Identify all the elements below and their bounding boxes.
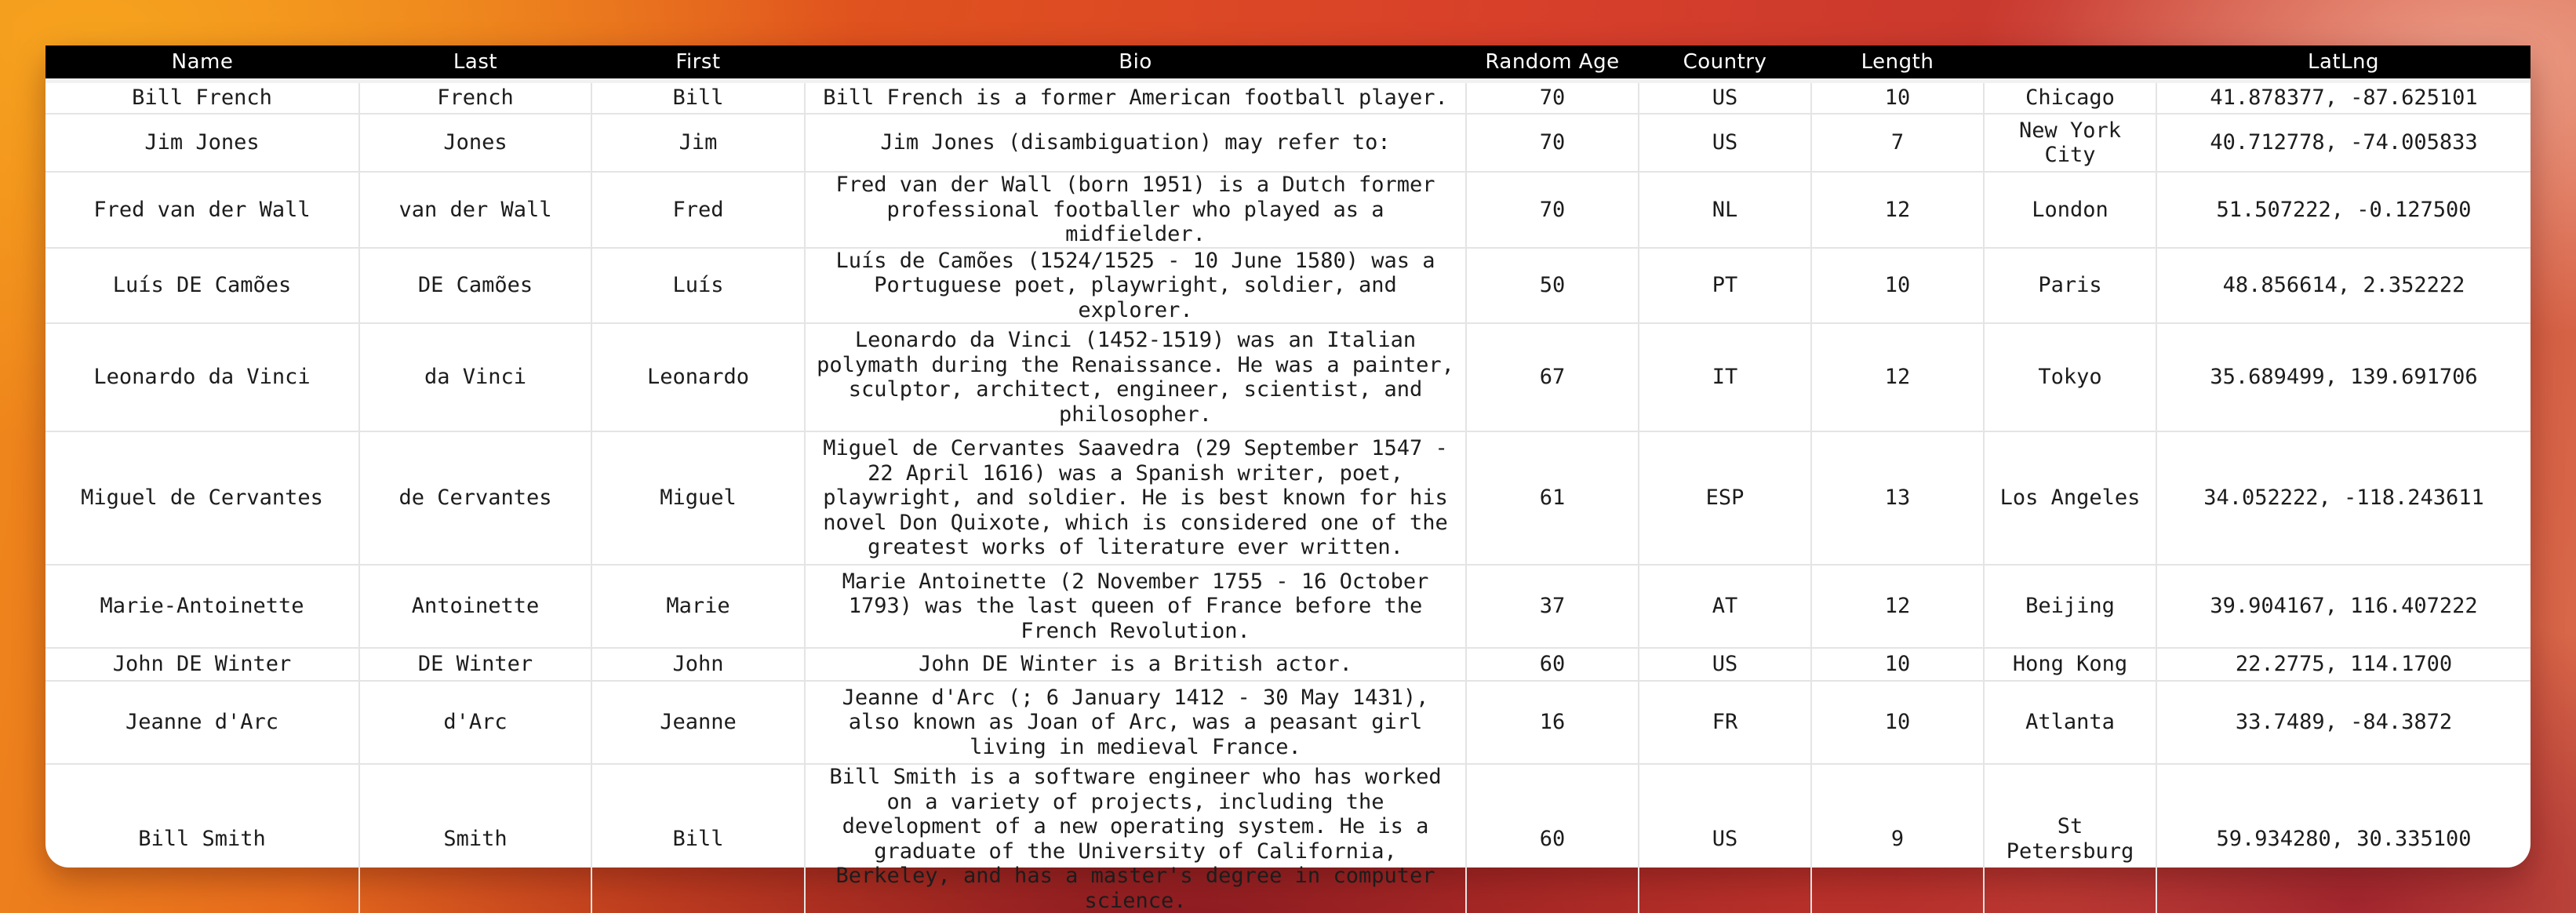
table-window bbox=[45, 45, 2531, 913]
column-header-name[interactable]: Name bbox=[45, 45, 359, 81]
cell-last: da Vinci bbox=[359, 323, 591, 431]
cell-country: US bbox=[1639, 114, 1811, 172]
cell-bio: Jeanne d'Arc (; 6 January 1412 - 30 May 1431), also known as Joan of Arc, was a peasant girl living in medieval France. bbox=[805, 681, 1466, 764]
cell-city: Atlanta bbox=[1984, 681, 2156, 764]
cell-length: 12 bbox=[1811, 323, 1984, 431]
cell-first: Jeanne bbox=[591, 681, 805, 764]
column-header-city[interactable] bbox=[1984, 45, 2156, 81]
column-header-country[interactable]: Country bbox=[1639, 45, 1811, 81]
cell-bio: Bill Smith is a software engineer who has worked on a variety of projects, including the development of a new operating system. He is a graduate of the University of California, Berkeley, and has a master's degree in computer science. bbox=[805, 764, 1466, 913]
cell-first: Jim bbox=[591, 114, 805, 172]
cell-city: Chicago bbox=[1984, 81, 2156, 114]
cell-last: French bbox=[359, 81, 591, 114]
cell-latlng: 41.878377, -87.625101 bbox=[2156, 81, 2531, 114]
column-header-length[interactable]: Length bbox=[1811, 45, 1984, 81]
cell-latlng: 48.856614, 2.352222 bbox=[2156, 248, 2531, 324]
column-header-bio[interactable]: Bio bbox=[805, 45, 1466, 81]
cell-name: Bill French bbox=[45, 81, 359, 114]
cell-random-age: 70 bbox=[1466, 172, 1639, 248]
table-row[interactable] bbox=[45, 114, 2531, 172]
table-row[interactable] bbox=[45, 248, 2531, 324]
cell-random-age: 60 bbox=[1466, 764, 1639, 913]
cell-random-age: 37 bbox=[1466, 565, 1639, 648]
cell-city: Tokyo bbox=[1984, 323, 2156, 431]
cell-random-age: 16 bbox=[1466, 681, 1639, 764]
cell-bio: Fred van der Wall (born 1951) is a Dutch former professional footballer who played as a midfielder. bbox=[805, 172, 1466, 248]
cell-country: US bbox=[1639, 764, 1811, 913]
cell-city: London bbox=[1984, 172, 2156, 248]
table-row[interactable] bbox=[45, 172, 2531, 248]
cell-first: Bill bbox=[591, 764, 805, 913]
cell-bio: Leonardo da Vinci (1452-1519) was an Italian polymath during the Renaissance. He was a painter, sculptor, architect, engineer, scientist, and philosopher. bbox=[805, 323, 1466, 431]
column-header-latlng[interactable]: LatLng bbox=[2156, 45, 2531, 81]
cell-last: de Cervantes bbox=[359, 431, 591, 565]
cell-name: Luís DE Camões bbox=[45, 248, 359, 324]
column-header-random-age[interactable]: Random Age bbox=[1466, 45, 1639, 81]
column-header-last[interactable]: Last bbox=[359, 45, 591, 81]
cell-last: DE Winter bbox=[359, 648, 591, 681]
cell-city: Los Angeles bbox=[1984, 431, 2156, 565]
cell-length: 9 bbox=[1811, 764, 1984, 913]
cell-latlng: 40.712778, -74.005833 bbox=[2156, 114, 2531, 172]
cell-first: Leonardo bbox=[591, 323, 805, 431]
table-row[interactable] bbox=[45, 648, 2531, 681]
table-row[interactable] bbox=[45, 323, 2531, 431]
cell-country: US bbox=[1639, 81, 1811, 114]
table-row[interactable] bbox=[45, 81, 2531, 114]
cell-first: Miguel bbox=[591, 431, 805, 565]
cell-city: Hong Kong bbox=[1984, 648, 2156, 681]
cell-length: 10 bbox=[1811, 681, 1984, 764]
cell-bio: Bill French is a former American football player. bbox=[805, 81, 1466, 114]
cell-bio: Luís de Camões (1524/1525 - 10 June 1580) was a Portuguese poet, playwright, soldier, and explorer. bbox=[805, 248, 1466, 324]
cell-bio: Marie Antoinette (2 November 1755 - 16 October 1793) was the last queen of France before the French Revolution. bbox=[805, 565, 1466, 648]
cell-random-age: 70 bbox=[1466, 81, 1639, 114]
cell-bio: Miguel de Cervantes Saavedra (29 September 1547 - 22 April 1616) was a Spanish writer, poet, playwright, and soldier. He is best known for his novel Don Quixote, which is considered one of the greatest works of literature ever written. bbox=[805, 431, 1466, 565]
cell-name: John DE Winter bbox=[45, 648, 359, 681]
cell-country: PT bbox=[1639, 248, 1811, 324]
cell-city: New York City bbox=[1984, 114, 2156, 172]
cell-name: Jim Jones bbox=[45, 114, 359, 172]
cell-last: Jones bbox=[359, 114, 591, 172]
cell-name: Miguel de Cervantes bbox=[45, 431, 359, 565]
cell-city: St Petersburg bbox=[1984, 764, 2156, 913]
table-row[interactable] bbox=[45, 764, 2531, 913]
table-row[interactable] bbox=[45, 431, 2531, 565]
cell-country: ESP bbox=[1639, 431, 1811, 565]
cell-city: Beijing bbox=[1984, 565, 2156, 648]
cell-length: 10 bbox=[1811, 81, 1984, 114]
column-header-first[interactable]: First bbox=[591, 45, 805, 81]
cell-bio: Jim Jones (disambiguation) may refer to: bbox=[805, 114, 1466, 172]
table-row[interactable] bbox=[45, 565, 2531, 648]
cell-name: Jeanne d'Arc bbox=[45, 681, 359, 764]
cell-latlng: 22.2775, 114.1700 bbox=[2156, 648, 2531, 681]
cell-name: Bill Smith bbox=[45, 764, 359, 913]
cell-latlng: 59.934280, 30.335100 bbox=[2216, 826, 2472, 851]
cell-country: NL bbox=[1639, 172, 1811, 248]
cell-first: Fred bbox=[591, 172, 805, 248]
cell-name: Leonardo da Vinci bbox=[45, 323, 359, 431]
cell-first: Bill bbox=[591, 81, 805, 114]
cell-length: 12 bbox=[1811, 172, 1984, 248]
cell-city: Paris bbox=[1984, 248, 2156, 324]
cell-random-age: 61 bbox=[1466, 431, 1639, 565]
cell-country: FR bbox=[1639, 681, 1811, 764]
cell-name: Marie-Antoinette bbox=[45, 565, 359, 648]
cell-length: 12 bbox=[1811, 565, 1984, 648]
cell-first: John bbox=[591, 648, 805, 681]
cell-length: 7 bbox=[1811, 114, 1984, 172]
cell-length: 10 bbox=[1811, 248, 1984, 324]
cell-country: IT bbox=[1639, 323, 1811, 431]
header-row bbox=[45, 45, 2531, 81]
cell-country: US bbox=[1639, 648, 1811, 681]
cell-first: Luís bbox=[591, 248, 805, 324]
data-table bbox=[45, 45, 2531, 913]
cell-first: Marie bbox=[591, 565, 805, 648]
cell-latlng: 51.507222, -0.127500 bbox=[2156, 172, 2531, 248]
cell-last: Smith bbox=[359, 764, 591, 913]
cell-last: van der Wall bbox=[359, 172, 591, 248]
cell-latlng: 34.052222, -118.243611 bbox=[2156, 431, 2531, 565]
cell-last: d'Arc bbox=[359, 681, 591, 764]
cell-random-age: 67 bbox=[1466, 323, 1639, 431]
cell-random-age: 60 bbox=[1466, 648, 1639, 681]
cell-last: Antoinette bbox=[359, 565, 591, 648]
cell-name: Fred van der Wall bbox=[45, 172, 359, 248]
table-row[interactable] bbox=[45, 681, 2531, 764]
cell-random-age: 50 bbox=[1466, 248, 1639, 324]
cell-country: AT bbox=[1639, 565, 1811, 648]
cell-length: 10 bbox=[1811, 648, 1984, 681]
cell-length: 13 bbox=[1811, 431, 1984, 565]
cell-last: DE Camões bbox=[359, 248, 591, 324]
cell-random-age: 70 bbox=[1466, 114, 1639, 172]
cell-latlng: 33.7489, -84.3872 bbox=[2156, 681, 2531, 764]
cell-bio: John DE Winter is a British actor. bbox=[805, 648, 1466, 681]
cell-latlng: 39.904167, 116.407222 bbox=[2156, 565, 2531, 648]
cell-latlng: 35.689499, 139.691706 bbox=[2156, 323, 2531, 431]
